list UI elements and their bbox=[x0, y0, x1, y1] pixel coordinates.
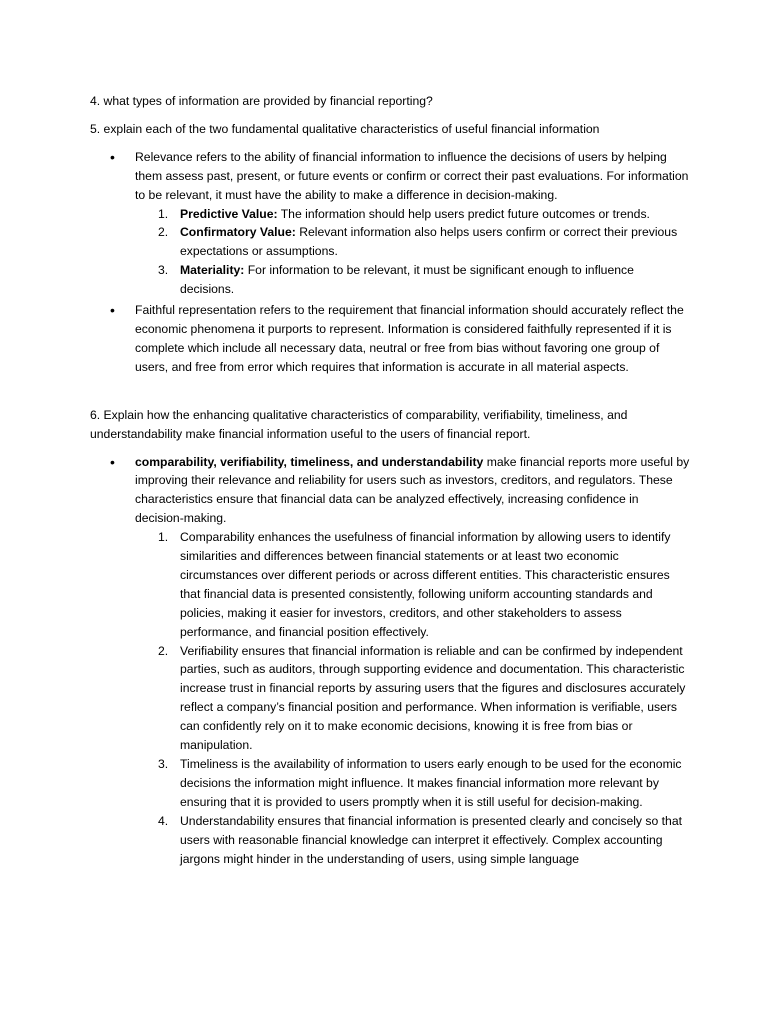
bullet-mark: • bbox=[110, 302, 115, 319]
item-text: Verifiability ensures that financial information is reliable and can be confirmed by independent parties, such as auditors, through supporting evidence and documentation. This characteristic increase trust in financial reports by assuring users that the figures and disclosures accurately reflect a company’s financial position and performance. When information is verifiable, users can confidently rely on it to make economic decisions, knowing it is free from bias or manipulation. bbox=[180, 643, 686, 753]
bullet-mark: • bbox=[110, 148, 115, 165]
item-number: 2. bbox=[158, 643, 169, 658]
list-item bbox=[90, 642, 690, 755]
item-term: Materiality: bbox=[180, 263, 245, 278]
item-term: Confirmatory Value: bbox=[180, 225, 296, 240]
relevance-text: Relevance refers to the ability of financial information to influence the decisions of users by helping them assess past, present, or future events or confirm or correct their past evaluations. For information to be relevant, it must have the ability to make a difference in decision-making. bbox=[135, 149, 689, 202]
question-6: 6. Explain how the enhancing qualitative characteristics of comparability, verifiability, timeliness, and understandability make financial information useful to the users of financial report. bbox=[90, 407, 628, 441]
bullet-faithful-representation bbox=[90, 301, 690, 377]
bullet-relevance bbox=[90, 148, 690, 205]
question-4: 4. what types of information are provided by financial reporting? bbox=[90, 94, 433, 108]
list-item bbox=[90, 223, 690, 261]
item-number: 4. bbox=[158, 813, 169, 828]
enhancing-terms: comparability, verifiability, timeliness, and understandability bbox=[135, 454, 484, 469]
item-text: For information to be relevant, it must be significant enough to influence decisions. bbox=[180, 263, 634, 297]
bullet-enhancing bbox=[90, 453, 690, 529]
item-number: 3. bbox=[158, 263, 169, 278]
list-item bbox=[90, 261, 690, 299]
item-text: Relevant information also helps users confirm or correct their previous expectations or assumptions. bbox=[180, 225, 678, 259]
question-5: 5. explain each of the two fundamental qualitative characteristics of useful financial information bbox=[90, 121, 600, 136]
item-number: 3. bbox=[158, 757, 169, 771]
item-text: Comparability enhances the usefulness of financial information by allowing users to identify similarities and differences between financial statements or at least two economic circumstances over different periods or across different entities. This characteristic ensures that financial data is presented consistently, following uniform accounting standards and policies, making it easier for investors, creditors, and other stakeholders to assess performance, and financial position effectively. bbox=[180, 530, 671, 639]
item-text: Timeliness is the availability of information to users early enough to be used for the economic decisions the information might influence. It makes financial information more relevant by ensuring that it is provided to users promptly when it is still useful for decision-making. bbox=[180, 757, 682, 809]
item-term: Predictive Value: bbox=[180, 206, 278, 221]
list-item bbox=[90, 755, 690, 812]
item-text: Understandability ensures that financial information is presented clearly and concisely so that users with reasonable financial knowledge can interpret it effectively. Complex accounting jargons might hinder in the understanding of users, using simple language bbox=[180, 813, 682, 866]
list-item bbox=[90, 205, 690, 224]
item-text: The information should help users predict future outcomes or trends. bbox=[277, 206, 650, 221]
document-body bbox=[90, 92, 690, 868]
faithful-text: Faithful representation refers to the requirement that financial information should accurately reflect the economic phenomena it purports to represent. Information is considered faithfully represented if it is complete which include all necessary data, neutral or free from bias without favoring one group of users, and free from error which requires that information is accurate in all material aspects. bbox=[135, 303, 684, 374]
item-number: 1. bbox=[158, 206, 169, 221]
item-number: 2. bbox=[158, 225, 169, 240]
enhancing-text: make financial reports more useful by improving their relevance and reliability for users such as investors, creditors, and regulators. These characteristics ensure that financial data can be analyzed effectively, increasing confidence in decision-making. bbox=[135, 454, 690, 526]
list-item bbox=[90, 528, 690, 641]
bullet-mark: • bbox=[110, 453, 115, 470]
list-item bbox=[90, 812, 690, 869]
item-number: 1. bbox=[158, 530, 169, 545]
